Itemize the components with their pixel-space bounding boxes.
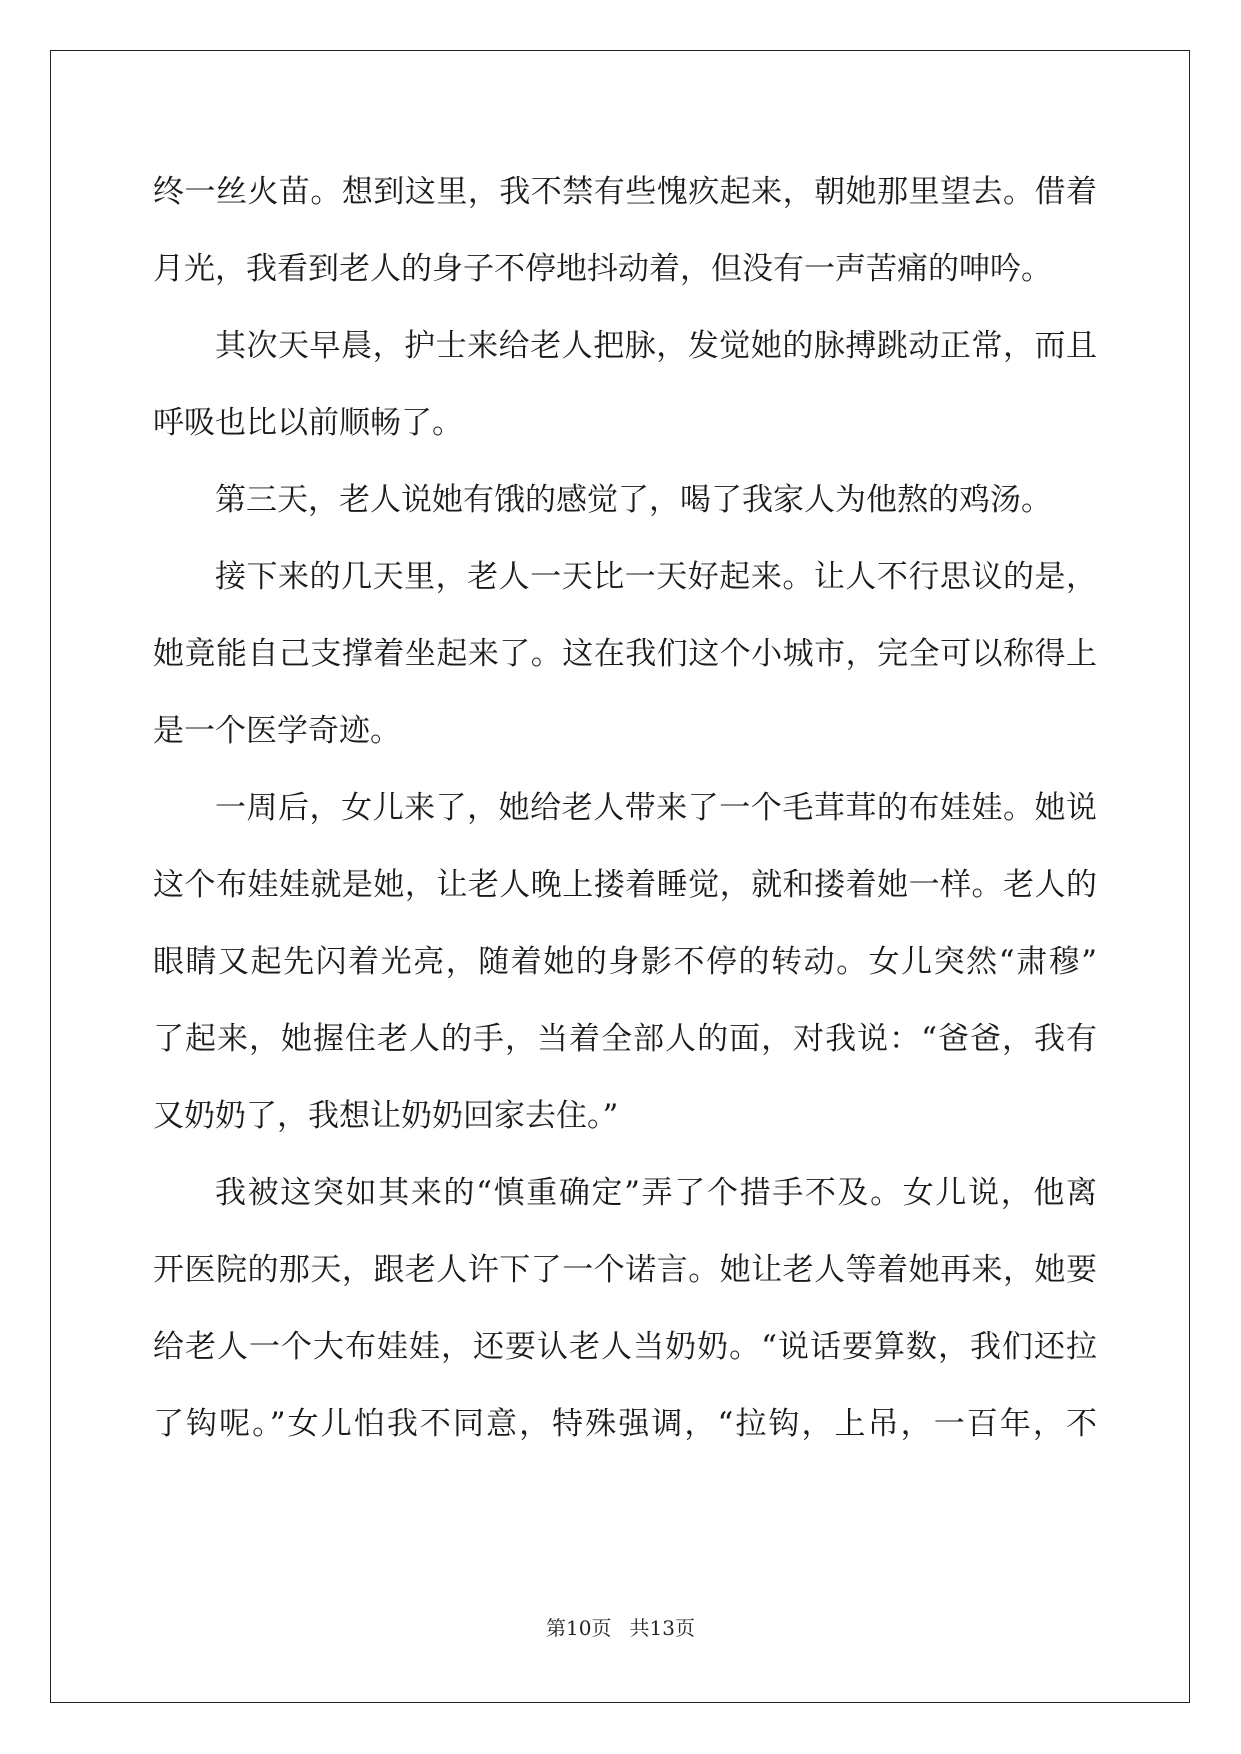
text-line: 这个布娃娃就是她，让老人晚上搂着睡觉，就和搂着她一样。老人的 <box>153 867 1097 903</box>
text-line: 是一个医学奇迹。 <box>153 713 401 749</box>
page-total: 共13页 <box>629 1616 695 1640</box>
page-number: 第10页 <box>546 1616 612 1640</box>
text-line: 接下来的几天里，老人一天比一天好起来。让人不行思议的是， <box>215 559 1097 595</box>
text-line: 了起来，她握住老人的手，当着全部人的面，对我说：“爸爸，我有 <box>153 1021 1097 1057</box>
text-line: 一周后，女儿来了，她给老人带来了一个毛茸茸的布娃娃。她说 <box>215 790 1097 826</box>
text-line: 呼吸也比以前顺畅了。 <box>153 405 463 441</box>
text-line: 我被这突如其来的“慎重确定”弄了个措手不及。女儿说，他离 <box>215 1175 1097 1211</box>
document-body <box>153 154 1097 1463</box>
text-line: 了钩呢。”女儿怕我不同意，特殊强调，“拉钩，上吊，一百年，不 <box>153 1406 1097 1442</box>
text-line: 第三天，老人说她有饿的感觉了，喝了我家人为他熬的鸡汤。 <box>215 482 1052 518</box>
text-line: 她竟能自己支撑着坐起来了。这在我们这个小城市，完全可以称得上 <box>153 636 1097 672</box>
text-line: 开医院的那天，跟老人许下了一个诺言。她让老人等着她再来，她要 <box>153 1252 1097 1288</box>
text-line: 月光，我看到老人的身子不停地抖动着，但没有一声苦痛的呻吟。 <box>153 251 1052 287</box>
text-line: 给老人一个大布娃娃，还要认老人当奶奶。“说话要算数，我们还拉 <box>153 1329 1097 1365</box>
text-line: 终一丝火苗。想到这里，我不禁有些愧疚起来，朝她那里望去。借着 <box>153 174 1097 210</box>
page-footer <box>0 1612 1241 1641</box>
text-line: 眼睛又起先闪着光亮，随着她的身影不停的转动。女儿突然“肃穆” <box>153 944 1097 980</box>
text-line: 其次天早晨，护士来给老人把脉，发觉她的脉搏跳动正常，而且 <box>215 328 1097 364</box>
text-line: 又奶奶了，我想让奶奶回家去住。” <box>153 1098 619 1134</box>
